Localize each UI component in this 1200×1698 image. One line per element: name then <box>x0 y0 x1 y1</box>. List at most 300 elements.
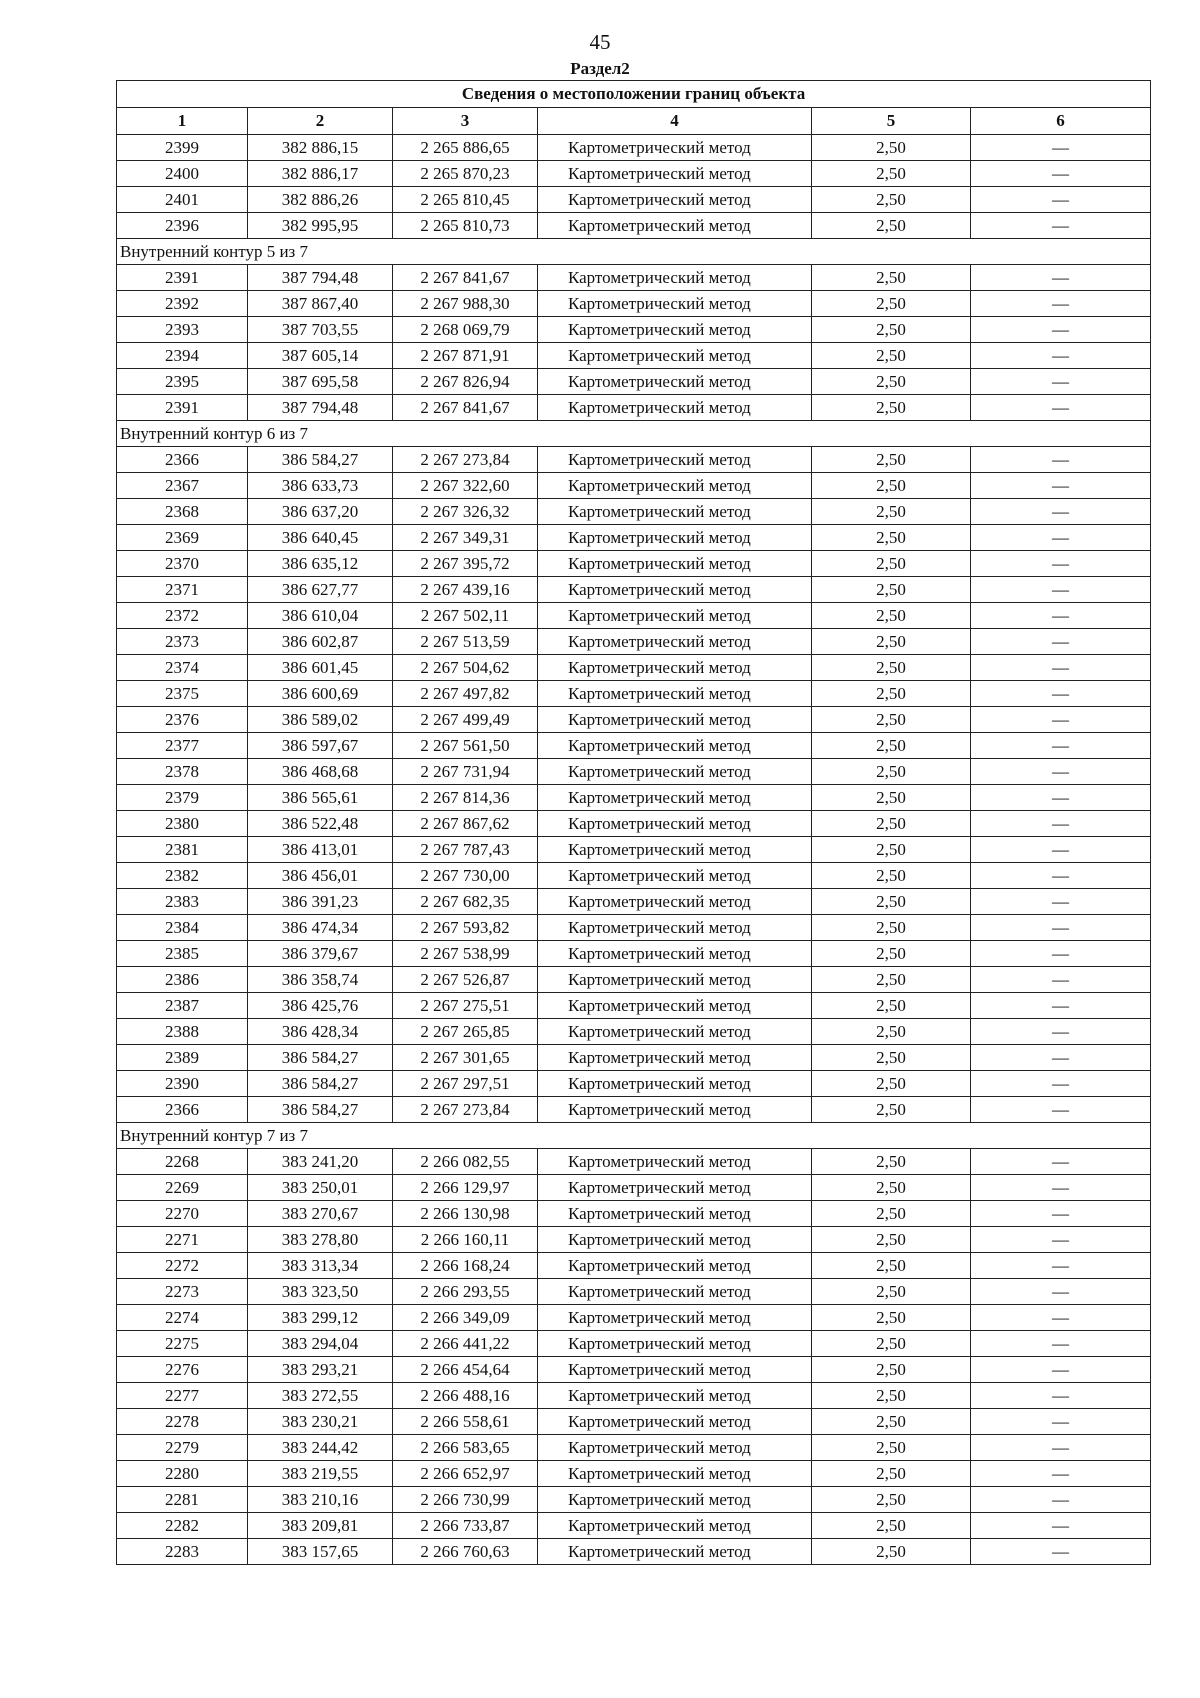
point-number-cell: 2371 <box>117 577 248 603</box>
point-number-cell: 2273 <box>117 1279 248 1305</box>
coord-x-cell: 383 244,42 <box>248 1435 393 1461</box>
coord-y-cell: 2 266 441,22 <box>393 1331 538 1357</box>
coord-y-cell: 2 267 731,94 <box>393 759 538 785</box>
table-row <box>117 265 1151 291</box>
coord-y-cell: 2 267 439,16 <box>393 577 538 603</box>
note-cell: — <box>971 265 1151 291</box>
accuracy-cell: 2,50 <box>812 837 971 863</box>
note-cell: — <box>971 629 1151 655</box>
coord-y-cell: 2 267 513,59 <box>393 629 538 655</box>
note-cell: — <box>971 1409 1151 1435</box>
note-cell: — <box>971 1201 1151 1227</box>
method-cell: Картометрический метод <box>538 759 812 785</box>
method-cell: Картометрический метод <box>538 1201 812 1227</box>
table-row <box>117 1435 1151 1461</box>
column-header-5: 5 <box>812 108 971 135</box>
section-title: Раздел2 <box>570 59 630 78</box>
point-number-cell: 2372 <box>117 603 248 629</box>
coord-y-cell: 2 267 538,99 <box>393 941 538 967</box>
coord-y-cell: 2 266 454,64 <box>393 1357 538 1383</box>
coord-x-cell: 386 597,67 <box>248 733 393 759</box>
contour-label: Внутренний контур 5 из 7 <box>117 239 1151 265</box>
coord-y-cell: 2 266 730,99 <box>393 1487 538 1513</box>
table-row <box>117 1201 1151 1227</box>
accuracy-cell: 2,50 <box>812 1487 971 1513</box>
note-cell: — <box>971 395 1151 421</box>
coord-y-cell: 2 267 526,87 <box>393 967 538 993</box>
point-number-cell: 2282 <box>117 1513 248 1539</box>
page-number: 45 <box>589 30 611 54</box>
method-cell: Картометрический метод <box>538 187 812 213</box>
coord-y-cell: 2 267 502,11 <box>393 603 538 629</box>
table-row <box>117 681 1151 707</box>
table-row <box>117 525 1151 551</box>
accuracy-cell: 2,50 <box>812 733 971 759</box>
note-cell: — <box>971 915 1151 941</box>
method-cell: Картометрический метод <box>538 707 812 733</box>
accuracy-cell: 2,50 <box>812 551 971 577</box>
table-row <box>117 317 1151 343</box>
coord-y-cell: 2 267 499,49 <box>393 707 538 733</box>
accuracy-cell: 2,50 <box>812 135 971 161</box>
coord-y-cell: 2 266 349,09 <box>393 1305 538 1331</box>
coord-y-cell: 2 266 130,98 <box>393 1201 538 1227</box>
method-cell: Картометрический метод <box>538 1435 812 1461</box>
coord-y-cell: 2 267 814,36 <box>393 785 538 811</box>
method-cell: Картометрический метод <box>538 135 812 161</box>
accuracy-cell: 2,50 <box>812 603 971 629</box>
method-cell: Картометрический метод <box>538 1383 812 1409</box>
method-cell: Картометрический метод <box>538 343 812 369</box>
note-cell: — <box>971 1279 1151 1305</box>
coord-x-cell: 383 294,04 <box>248 1331 393 1357</box>
coord-x-cell: 386 468,68 <box>248 759 393 785</box>
note-cell: — <box>971 863 1151 889</box>
note-cell: — <box>971 473 1151 499</box>
note-cell: — <box>971 811 1151 837</box>
accuracy-cell: 2,50 <box>812 447 971 473</box>
table-row <box>117 1513 1151 1539</box>
contour-header-row <box>117 239 1151 265</box>
coord-x-cell: 386 589,02 <box>248 707 393 733</box>
table-row <box>117 369 1151 395</box>
coord-y-cell: 2 265 870,23 <box>393 161 538 187</box>
table-body <box>117 81 1151 1565</box>
table-row <box>117 343 1151 369</box>
accuracy-cell: 2,50 <box>812 1513 971 1539</box>
point-number-cell: 2382 <box>117 863 248 889</box>
coord-x-cell: 383 299,12 <box>248 1305 393 1331</box>
table-row <box>117 759 1151 785</box>
accuracy-cell: 2,50 <box>812 889 971 915</box>
note-cell: — <box>971 1305 1151 1331</box>
point-number-cell: 2389 <box>117 1045 248 1071</box>
coord-y-cell: 2 267 730,00 <box>393 863 538 889</box>
point-number-cell: 2390 <box>117 1071 248 1097</box>
accuracy-cell: 2,50 <box>812 1461 971 1487</box>
accuracy-cell: 2,50 <box>812 1019 971 1045</box>
coord-y-cell: 2 266 293,55 <box>393 1279 538 1305</box>
method-cell: Картометрический метод <box>538 395 812 421</box>
table-row <box>117 785 1151 811</box>
coord-x-cell: 383 313,34 <box>248 1253 393 1279</box>
coord-x-cell: 383 219,55 <box>248 1461 393 1487</box>
coord-y-cell: 2 266 129,97 <box>393 1175 538 1201</box>
table-row <box>117 577 1151 603</box>
note-cell: — <box>971 837 1151 863</box>
table-row <box>117 967 1151 993</box>
coord-y-cell: 2 267 826,94 <box>393 369 538 395</box>
coord-y-cell: 2 267 593,82 <box>393 915 538 941</box>
coord-x-cell: 387 794,48 <box>248 395 393 421</box>
coord-y-cell: 2 267 988,30 <box>393 291 538 317</box>
coord-x-cell: 386 627,77 <box>248 577 393 603</box>
coord-y-cell: 2 267 322,60 <box>393 473 538 499</box>
note-cell: — <box>971 1227 1151 1253</box>
accuracy-cell: 2,50 <box>812 993 971 1019</box>
note-cell: — <box>971 993 1151 1019</box>
point-number-cell: 2281 <box>117 1487 248 1513</box>
point-number-cell: 2394 <box>117 343 248 369</box>
point-number-cell: 2277 <box>117 1383 248 1409</box>
coord-x-cell: 386 425,76 <box>248 993 393 1019</box>
accuracy-cell: 2,50 <box>812 525 971 551</box>
method-cell: Картометрический метод <box>538 1045 812 1071</box>
point-number-cell: 2374 <box>117 655 248 681</box>
contour-label: Внутренний контур 7 из 7 <box>117 1123 1151 1149</box>
accuracy-cell: 2,50 <box>812 343 971 369</box>
coord-y-cell: 2 267 561,50 <box>393 733 538 759</box>
point-number-cell: 2268 <box>117 1149 248 1175</box>
table-row <box>117 1019 1151 1045</box>
method-cell: Картометрический метод <box>538 213 812 239</box>
coord-x-cell: 386 584,27 <box>248 447 393 473</box>
table-row <box>117 1253 1151 1279</box>
table-row <box>117 1331 1151 1357</box>
coord-x-cell: 383 293,21 <box>248 1357 393 1383</box>
method-cell: Картометрический метод <box>538 1539 812 1565</box>
coord-x-cell: 386 413,01 <box>248 837 393 863</box>
coord-x-cell: 383 210,16 <box>248 1487 393 1513</box>
method-cell: Картометрический метод <box>538 1149 812 1175</box>
point-number-cell: 2381 <box>117 837 248 863</box>
point-number-cell: 2388 <box>117 1019 248 1045</box>
point-number-cell: 2375 <box>117 681 248 707</box>
coord-x-cell: 387 703,55 <box>248 317 393 343</box>
point-number-cell: 2391 <box>117 395 248 421</box>
method-cell: Картометрический метод <box>538 1279 812 1305</box>
method-cell: Картометрический метод <box>538 1305 812 1331</box>
note-cell: — <box>971 447 1151 473</box>
table-row <box>117 161 1151 187</box>
method-cell: Картометрический метод <box>538 785 812 811</box>
coord-y-cell: 2 267 867,62 <box>393 811 538 837</box>
point-number-cell: 2276 <box>117 1357 248 1383</box>
accuracy-cell: 2,50 <box>812 1435 971 1461</box>
table-row <box>117 1175 1151 1201</box>
note-cell: — <box>971 551 1151 577</box>
method-cell: Картометрический метод <box>538 837 812 863</box>
point-number-cell: 2377 <box>117 733 248 759</box>
point-number-cell: 2399 <box>117 135 248 161</box>
method-cell: Картометрический метод <box>538 1331 812 1357</box>
coord-x-cell: 386 584,27 <box>248 1071 393 1097</box>
contour-header-row <box>117 1123 1151 1149</box>
table-row <box>117 1487 1151 1513</box>
note-cell: — <box>971 1331 1151 1357</box>
coord-y-cell: 2 266 558,61 <box>393 1409 538 1435</box>
coord-x-cell: 382 886,17 <box>248 161 393 187</box>
table-row <box>117 187 1151 213</box>
table-row <box>117 1461 1151 1487</box>
method-cell: Картометрический метод <box>538 499 812 525</box>
coord-x-cell: 386 456,01 <box>248 863 393 889</box>
point-number-cell: 2283 <box>117 1539 248 1565</box>
coord-x-cell: 387 605,14 <box>248 343 393 369</box>
table-row <box>117 655 1151 681</box>
method-cell: Картометрический метод <box>538 1097 812 1123</box>
method-cell: Картометрический метод <box>538 941 812 967</box>
method-cell: Картометрический метод <box>538 1357 812 1383</box>
coord-y-cell: 2 267 326,32 <box>393 499 538 525</box>
point-number-cell: 2392 <box>117 291 248 317</box>
point-number-cell: 2387 <box>117 993 248 1019</box>
coord-x-cell: 386 610,04 <box>248 603 393 629</box>
coord-x-cell: 386 601,45 <box>248 655 393 681</box>
accuracy-cell: 2,50 <box>812 1357 971 1383</box>
accuracy-cell: 2,50 <box>812 915 971 941</box>
point-number-cell: 2373 <box>117 629 248 655</box>
point-number-cell: 2385 <box>117 941 248 967</box>
coord-x-cell: 386 584,27 <box>248 1045 393 1071</box>
point-number-cell: 2380 <box>117 811 248 837</box>
note-cell: — <box>971 1045 1151 1071</box>
note-cell: — <box>971 603 1151 629</box>
table-row <box>117 811 1151 837</box>
method-cell: Картометрический метод <box>538 655 812 681</box>
coord-x-cell: 383 272,55 <box>248 1383 393 1409</box>
note-cell: — <box>971 967 1151 993</box>
table-row <box>117 1383 1151 1409</box>
table-row <box>117 395 1151 421</box>
table-row <box>117 707 1151 733</box>
method-cell: Картометрический метод <box>538 733 812 759</box>
accuracy-cell: 2,50 <box>812 707 971 733</box>
note-cell: — <box>971 1539 1151 1565</box>
table-row <box>117 499 1151 525</box>
accuracy-cell: 2,50 <box>812 863 971 889</box>
note-cell: — <box>971 187 1151 213</box>
point-number-cell: 2274 <box>117 1305 248 1331</box>
table-row <box>117 915 1151 941</box>
method-cell: Картометрический метод <box>538 473 812 499</box>
table-row <box>117 1227 1151 1253</box>
table-row <box>117 551 1151 577</box>
coord-y-cell: 2 265 810,45 <box>393 187 538 213</box>
coord-y-cell: 2 267 787,43 <box>393 837 538 863</box>
point-number-cell: 2376 <box>117 707 248 733</box>
method-cell: Картометрический метод <box>538 1253 812 1279</box>
accuracy-cell: 2,50 <box>812 941 971 967</box>
coord-x-cell: 386 391,23 <box>248 889 393 915</box>
coord-x-cell: 386 633,73 <box>248 473 393 499</box>
note-cell: — <box>971 343 1151 369</box>
point-number-cell: 2272 <box>117 1253 248 1279</box>
coord-x-cell: 386 584,27 <box>248 1097 393 1123</box>
table-row <box>117 1357 1151 1383</box>
accuracy-cell: 2,50 <box>812 967 971 993</box>
coord-x-cell: 387 695,58 <box>248 369 393 395</box>
method-cell: Картометрический метод <box>538 1487 812 1513</box>
point-number-cell: 2370 <box>117 551 248 577</box>
table-caption-row <box>117 81 1151 108</box>
note-cell: — <box>971 785 1151 811</box>
accuracy-cell: 2,50 <box>812 1305 971 1331</box>
table-row <box>117 1305 1151 1331</box>
method-cell: Картометрический метод <box>538 447 812 473</box>
point-number-cell: 2366 <box>117 1097 248 1123</box>
accuracy-cell: 2,50 <box>812 811 971 837</box>
accuracy-cell: 2,50 <box>812 395 971 421</box>
coord-y-cell: 2 267 395,72 <box>393 551 538 577</box>
coord-x-cell: 386 602,87 <box>248 629 393 655</box>
coord-x-cell: 386 358,74 <box>248 967 393 993</box>
accuracy-cell: 2,50 <box>812 1383 971 1409</box>
note-cell: — <box>971 1253 1151 1279</box>
note-cell: — <box>971 1175 1151 1201</box>
point-number-cell: 2269 <box>117 1175 248 1201</box>
accuracy-cell: 2,50 <box>812 1409 971 1435</box>
accuracy-cell: 2,50 <box>812 473 971 499</box>
note-cell: — <box>971 1435 1151 1461</box>
coord-y-cell: 2 266 082,55 <box>393 1149 538 1175</box>
column-header-3: 3 <box>393 108 538 135</box>
coord-x-cell: 387 794,48 <box>248 265 393 291</box>
note-cell: — <box>971 577 1151 603</box>
method-cell: Картометрический метод <box>538 915 812 941</box>
method-cell: Картометрический метод <box>538 265 812 291</box>
note-cell: — <box>971 291 1151 317</box>
table-row <box>117 1097 1151 1123</box>
point-number-cell: 2368 <box>117 499 248 525</box>
accuracy-cell: 2,50 <box>812 213 971 239</box>
method-cell: Картометрический метод <box>538 681 812 707</box>
accuracy-cell: 2,50 <box>812 1331 971 1357</box>
note-cell: — <box>971 317 1151 343</box>
table-row <box>117 941 1151 967</box>
coord-x-cell: 386 600,69 <box>248 681 393 707</box>
note-cell: — <box>971 681 1151 707</box>
accuracy-cell: 2,50 <box>812 1071 971 1097</box>
accuracy-cell: 2,50 <box>812 1227 971 1253</box>
point-number-cell: 2271 <box>117 1227 248 1253</box>
coord-x-cell: 383 230,21 <box>248 1409 393 1435</box>
contour-label: Внутренний контур 6 из 7 <box>117 421 1151 447</box>
point-number-cell: 2396 <box>117 213 248 239</box>
method-cell: Картометрический метод <box>538 525 812 551</box>
method-cell: Картометрический метод <box>538 1175 812 1201</box>
accuracy-cell: 2,50 <box>812 317 971 343</box>
coord-y-cell: 2 266 168,24 <box>393 1253 538 1279</box>
coord-x-cell: 383 250,01 <box>248 1175 393 1201</box>
method-cell: Картометрический метод <box>538 161 812 187</box>
note-cell: — <box>971 525 1151 551</box>
coord-x-cell: 387 867,40 <box>248 291 393 317</box>
coord-x-cell: 382 995,95 <box>248 213 393 239</box>
coord-y-cell: 2 266 583,65 <box>393 1435 538 1461</box>
point-number-cell: 2400 <box>117 161 248 187</box>
method-cell: Картометрический метод <box>538 291 812 317</box>
accuracy-cell: 2,50 <box>812 1149 971 1175</box>
accuracy-cell: 2,50 <box>812 785 971 811</box>
method-cell: Картометрический метод <box>538 811 812 837</box>
method-cell: Картометрический метод <box>538 317 812 343</box>
note-cell: — <box>971 499 1151 525</box>
note-cell: — <box>971 1383 1151 1409</box>
accuracy-cell: 2,50 <box>812 1253 971 1279</box>
coord-x-cell: 383 209,81 <box>248 1513 393 1539</box>
method-cell: Картометрический метод <box>538 863 812 889</box>
method-cell: Картометрический метод <box>538 889 812 915</box>
table-header-row <box>117 108 1151 135</box>
accuracy-cell: 2,50 <box>812 759 971 785</box>
point-number-cell: 2379 <box>117 785 248 811</box>
point-number-cell: 2383 <box>117 889 248 915</box>
table-caption: Сведения о местоположении границ объекта <box>117 81 1151 108</box>
note-cell: — <box>971 1357 1151 1383</box>
accuracy-cell: 2,50 <box>812 291 971 317</box>
method-cell: Картометрический метод <box>538 1461 812 1487</box>
coord-x-cell: 386 635,12 <box>248 551 393 577</box>
table-row <box>117 1279 1151 1305</box>
note-cell: — <box>971 759 1151 785</box>
note-cell: — <box>971 941 1151 967</box>
coord-x-cell: 383 241,20 <box>248 1149 393 1175</box>
method-cell: Картометрический метод <box>538 369 812 395</box>
coord-y-cell: 2 267 682,35 <box>393 889 538 915</box>
coord-y-cell: 2 267 265,85 <box>393 1019 538 1045</box>
note-cell: — <box>971 135 1151 161</box>
table-row <box>117 447 1151 473</box>
note-cell: — <box>971 1149 1151 1175</box>
column-header-1: 1 <box>117 108 248 135</box>
boundary-table <box>116 80 1151 1565</box>
coord-y-cell: 2 267 871,91 <box>393 343 538 369</box>
table-row <box>117 1045 1151 1071</box>
table-row <box>117 135 1151 161</box>
method-cell: Картометрический метод <box>538 551 812 577</box>
coord-x-cell: 386 379,67 <box>248 941 393 967</box>
coord-y-cell: 2 266 733,87 <box>393 1513 538 1539</box>
table-row <box>117 603 1151 629</box>
note-cell: — <box>971 1097 1151 1123</box>
coord-x-cell: 383 157,65 <box>248 1539 393 1565</box>
note-cell: — <box>971 889 1151 915</box>
coord-x-cell: 386 522,48 <box>248 811 393 837</box>
coord-y-cell: 2 267 273,84 <box>393 447 538 473</box>
method-cell: Картометрический метод <box>538 993 812 1019</box>
point-number-cell: 2391 <box>117 265 248 291</box>
accuracy-cell: 2,50 <box>812 1201 971 1227</box>
coord-y-cell: 2 266 160,11 <box>393 1227 538 1253</box>
table-row <box>117 1149 1151 1175</box>
table-row <box>117 1409 1151 1435</box>
accuracy-cell: 2,50 <box>812 1097 971 1123</box>
point-number-cell: 2278 <box>117 1409 248 1435</box>
method-cell: Картометрический метод <box>538 1409 812 1435</box>
note-cell: — <box>971 733 1151 759</box>
contour-header-row <box>117 421 1151 447</box>
